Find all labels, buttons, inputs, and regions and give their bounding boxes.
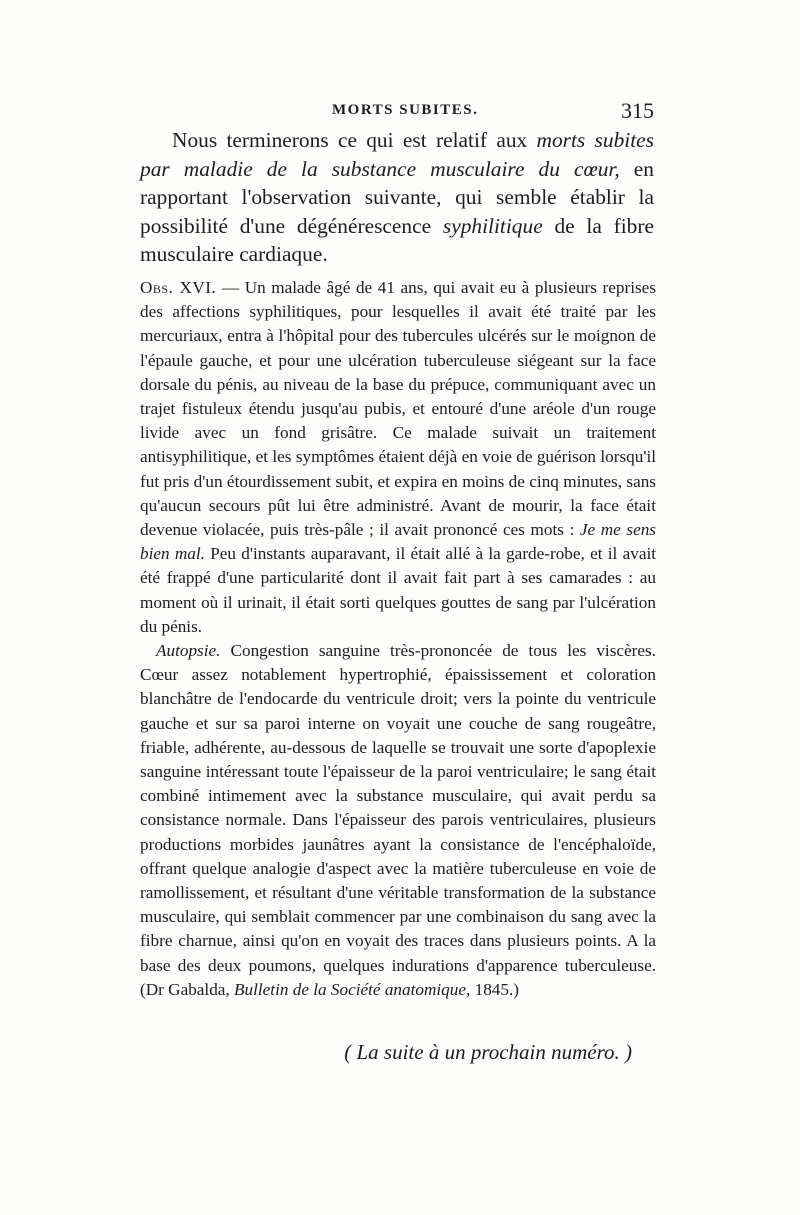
autopsy-text: Congestion sanguine très-prononcée de tous les viscères. Cœur assez notablement hypertrophié, épaississement et coloration blanchâtre de l'endocarde du ventricule droit; vers la pointe du ventricule gauche et sur sa paroi interne on voyait une couche de sang rougeâtre, friable, adhérente, au-dessous de laquelle se trouvait une sorte d'apoplexie sanguine intéressant toute l'épaisseur de la paroi ventriculaire; le sang était combiné intimement avec la substance musculaire, qui avait perdu sa consistance normale. Dans l'épaisseur des parois ventriculaires, plusieurs productions morbides jaunâtres ayant la consistance de l'encéphaloïde, offrant quelque analogie d'aspect avec la matière tuberculeuse en voie de ramollissement, et résultant d'une véritable transformation de la substance musculaire, qui semblait commencer par une combinaison du sang avec la fibre charnue, ainsi qu'on en voyait des traces dans plusieurs points. A la base des deux poumons, quelques indurations d'apparence tuberculeuse. (Dr Gabalda, (140, 641, 656, 999)
intro-emphasis-1: morts subites par maladie de la substance musculaire du cœur, (140, 128, 654, 181)
observation-text-2: Peu d'instants auparavant, il était allé à la garde-robe, et il avait été frappé d'une particularité dont il avait fait part à ses camarades : au moment où il urinait, il était sorti quelques gouttes de sang par l'ulcération du pénis. (140, 544, 657, 636)
autopsy-year: 1845.) (470, 979, 519, 999)
observation-quote: Je me sens bien mal. (140, 520, 656, 564)
continuation-note: ( La suite à un prochain numéro. ) (344, 1040, 632, 1064)
running-title: MORTS SUBITES. (332, 102, 479, 118)
intro-paragraph (140, 126, 654, 269)
observation-paragraph (140, 276, 656, 639)
observation-text-1: — Un malade âgé de 41 ans, qui avait eu à plusieurs reprises des affections syphilitiques, pour lesquelles il avait été traité par les mercuriaux, entra à l'hôpital pour des tubercules ulcérés sur le moignon de l'épaule gauche, et pour une ulcération tuberculeuse siégeant sur la face dorsale du pénis, au niveau de la base du prépuce, communiquant avec un trajet fistuleux étendu jusqu'au pubis, et entouré d'une aréole d'un rouge livide avec un fond grisâtre. Ce malade suivait un traitement antisyphilitique, et les symptômes étaient déjà en voie de guérison lorsqu'il fut pris d'un étourdissement subit, et expira en moins de cinq minutes, sans qu'aucun secours pût lui être administré. Avant de mourir, la face était devenue violacée, puis très-pâle ; il avait prononcé ces mots : (140, 278, 657, 540)
intro-text-1: Nous terminerons ce qui est relatif aux (172, 128, 537, 152)
observation-label: Obs. XVI. (140, 278, 217, 297)
page-header (138, 98, 658, 128)
page-number: 315 (621, 98, 654, 123)
observation-block (140, 276, 656, 1002)
intro-text-3: de la fibre musculaire cardiaque. (140, 213, 654, 267)
autopsy-paragraph (140, 639, 656, 1002)
intro-text-2: en rapportant l'observation suivante, qui semble établir la possibilité d'une dégénérescence (140, 156, 654, 238)
autopsy-citation: Bulletin de la Société anatomique, (234, 979, 471, 999)
intro-emphasis-2: syphilitique (442, 213, 543, 238)
autopsy-label: Autopsie. (156, 641, 221, 661)
